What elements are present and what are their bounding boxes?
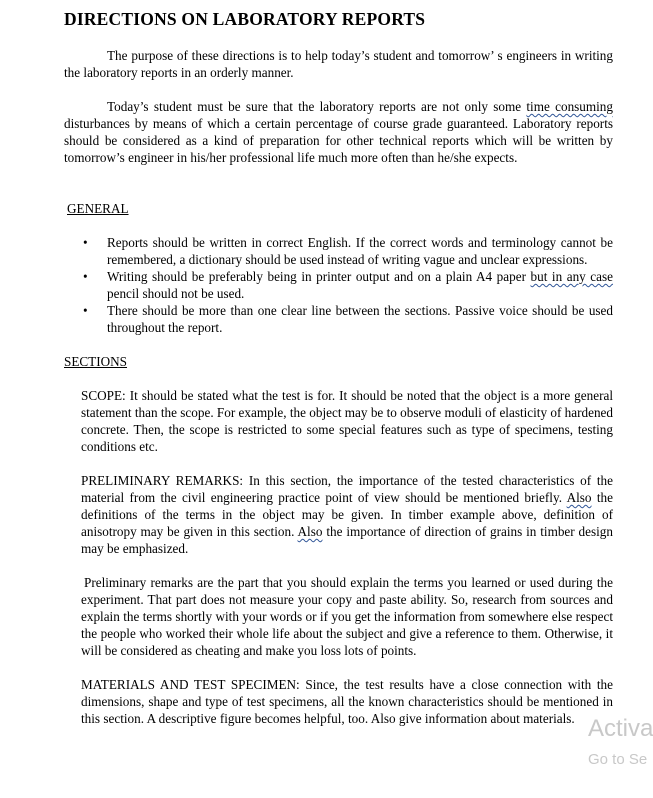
bullet-text: Reports should be written in correct English. If the correct words and terminology cannot be remembered, a dictionary should be used instead of writing vague and unclear expressions. — [107, 235, 613, 267]
activation-watermark-subtitle: Go to Se — [588, 751, 648, 768]
scope-paragraph: SCOPE: It should be stated what the test is for. It should be noted that the object is a more general statement than the scope. For example, the object may be to observe moduli of elasticity of hardened concrete. Then, the scope is restricted to some special features such as type of specimens, testing conditions etc. — [81, 388, 613, 454]
sections-heading: SECTIONS — [64, 354, 128, 369]
intro-paragraph-1: The purpose of these directions is to help today’s student and tomorrow’ s engineers in writing the laboratory reports in an orderly manner. — [64, 48, 613, 80]
general-bullet-3 — [64, 302, 613, 336]
prelim-text-b: the definitions of the terms in the object may be given. In timber example above, definition of anisotropy may be given in this section. — [81, 490, 613, 539]
document-page — [64, 8, 613, 727]
general-bullet-2 — [64, 268, 613, 302]
prelim-text-c: the importance of direction of grains in timber design may be emphasized. — [81, 524, 613, 556]
general-bullet-list — [64, 234, 613, 336]
preliminary-remarks-paragraph — [64, 472, 613, 557]
general-heading: GENERAL — [67, 201, 129, 216]
preliminary-remarks-note: Preliminary remarks are the part that you should explain the terms you learned or used during the experiment. That part does not measure your copy and paste ability. So, research from sources and explain the terms shortly with your words or if you get the information from somewhere else respect the people who worked their whole life about the subject and give a reference to them. Otherwise, it will be considered as cheating and make you loss lots of points. — [81, 575, 613, 658]
spelling-mark-but-in-any-case: but in any case — [530, 269, 614, 284]
intro-paragraph-2 — [64, 98, 613, 166]
bullet-text-a: Writing should be preferably being in printer output and on a plain A4 paper — [107, 269, 531, 284]
bullet-dot: • — [83, 269, 88, 284]
prelim-text-a: PRELIMINARY REMARKS: In this section, the importance of the tested characteristics of the material from the civil engineering practice point of view should be mentioned briefly. — [81, 473, 613, 505]
spelling-mark-also: Also — [566, 490, 592, 505]
bullet-text-c: pencil should not be used. — [107, 286, 245, 301]
bullet-dot: • — [83, 235, 88, 250]
activation-watermark-title: Activa — [588, 715, 653, 742]
general-bullet-1 — [64, 234, 613, 268]
bullet-dot: • — [83, 303, 88, 318]
intro-p2-text-c: disturbances by means of which a certain percentage of course grade guaranteed. Laboratory reports should be considered as a kind of preparation for other technical reports which will be written by tomorrow’s engineer in his/her professional life much more often than he/she expects. — [64, 116, 613, 165]
intro-p2-text-a: Today’s student must be sure that the laboratory reports are not only some — [107, 99, 527, 114]
spelling-mark-time-consuming: time consuming — [526, 99, 613, 114]
bullet-text: There should be more than one clear line between the sections. Passive voice should be used throughout the report. — [107, 303, 613, 335]
document-title: DIRECTIONS ON LABORATORY REPORTS — [64, 9, 426, 29]
spelling-mark-also: Also — [297, 524, 323, 539]
materials-paragraph: MATERIALS AND TEST SPECIMEN: Since, the test results have a close connection with the dimensions, shape and type of test specimens, all the known characteristics should be mentioned in this section. A descriptive figure becomes helpful, too. Also give information about materials. — [81, 677, 613, 726]
